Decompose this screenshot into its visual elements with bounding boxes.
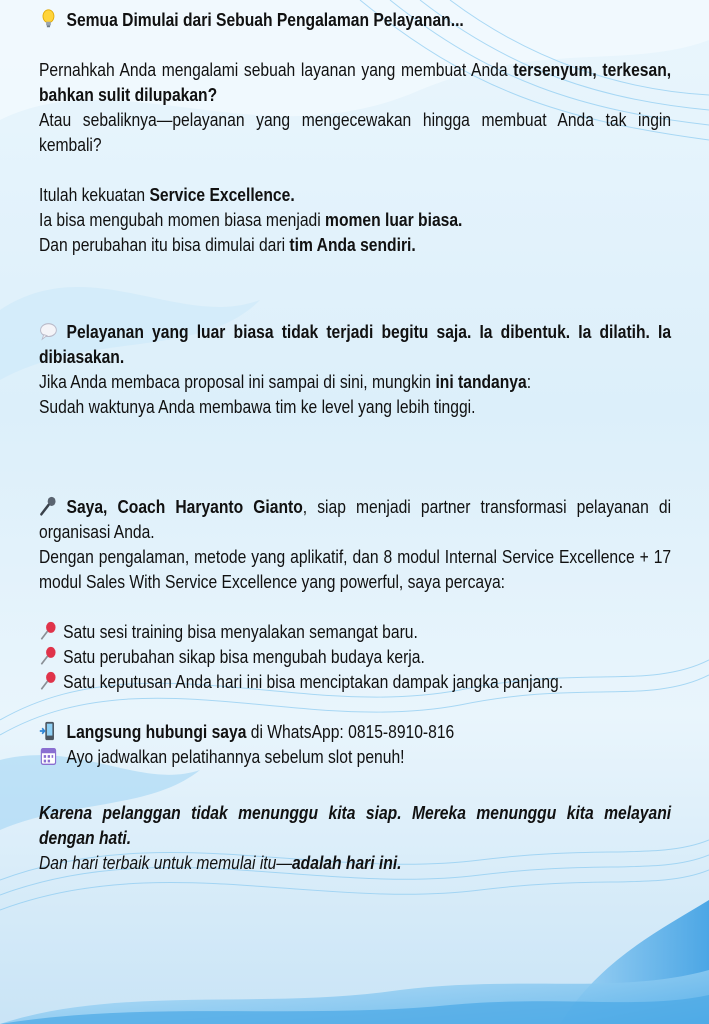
lightbulb-icon (39, 8, 58, 30)
bold-text: ini tandanya (435, 372, 527, 392)
paragraph-opposite (39, 108, 671, 158)
pushpin-icon (39, 645, 58, 667)
closing-statement (39, 801, 671, 851)
bold-italic-text: Karena pelanggan tidak menunggu kita siap. Mereka menunggu kita melayani dengan hati. (39, 803, 672, 848)
speech-bubble-icon (39, 320, 58, 342)
text-span: : (526, 372, 532, 392)
bold-text: tersenyum, terkesan, bahkan sulit dilupakan? (39, 60, 672, 105)
section-heading-2 (39, 320, 671, 370)
heading-text: Pelayanan yang luar biasa tidak terjadi begitu saja. Ia dibentuk. Ia dilatih. Ia dibiasakan. (39, 322, 672, 367)
paragraph-team (39, 233, 671, 258)
text-span: Dengan pengalaman, metode yang aplikatif, dan 8 modul Internal Service Excellence + 17 modul Sales With Service Excellence yang powerful, saya percaya: (39, 547, 672, 592)
bold-text: momen luar biasa. (325, 210, 463, 230)
pushpin-icon (39, 620, 58, 642)
proposal-text (39, 6, 671, 876)
bullet-text: Satu keputusan Anda hari ini bisa menciptakan dampak jangka panjang. (63, 672, 564, 692)
contact-line (39, 720, 671, 745)
text-span: Ia bisa mengubah momen biasa menjadi (39, 210, 326, 230)
paragraph-moment (39, 208, 671, 233)
bold-text: Langsung hubungi saya (66, 722, 247, 742)
paragraph-level (39, 395, 671, 420)
text-span: Dan perubahan itu bisa dimulai dari (39, 235, 290, 255)
paragraph-intro (39, 495, 671, 545)
closing-line (39, 851, 671, 876)
list-item (39, 645, 671, 670)
paragraph-sign (39, 370, 671, 395)
list-item (39, 670, 671, 695)
list-item (39, 620, 671, 645)
whatsapp-number: di WhatsApp: 0815-8910-816 (246, 722, 455, 742)
mobile-phone-icon (39, 720, 58, 742)
bullet-text: Satu perubahan sikap bisa mengubah budaya kerja. (63, 647, 425, 667)
text-span: Dan hari terbaik untuk memulai itu— (39, 853, 292, 873)
text-span: Ayo jadwalkan pelatihannya sebelum slot penuh! (66, 747, 405, 767)
paragraph-question (39, 58, 671, 108)
bullet-text: Satu sesi training bisa menyalakan semangat baru. (63, 622, 418, 642)
bold-text: Service Excellence. (149, 185, 295, 205)
pushpin-icon (39, 670, 58, 692)
paragraph-modules (39, 545, 671, 595)
text-span: , siap menjadi partner transformasi pelayanan di organisasi Anda. (39, 497, 672, 542)
text-span: Pernahkah Anda mengalami sebuah layanan yang membuat Anda (39, 60, 508, 80)
text-span: Jika Anda membaca proposal ini sampai di sini, mungkin (39, 372, 436, 392)
bold-text: tim Anda sendiri. (289, 235, 416, 255)
paragraph-power (39, 183, 671, 208)
text-span: Itulah kekuatan (39, 185, 150, 205)
schedule-line (39, 745, 671, 770)
text-span: Atau sebaliknya—pelayanan yang mengecewakan hingga membuat Anda tak ingin kembali? (39, 110, 672, 155)
section-heading-1 (39, 8, 671, 33)
calendar-icon (39, 745, 58, 767)
microphone-icon (39, 495, 58, 517)
text-span: Sudah waktunya Anda membawa tim ke level yang lebih tinggi. (39, 397, 476, 417)
bold-italic-text: adalah hari ini. (291, 853, 402, 873)
heading-text: Semua Dimulai dari Sebuah Pengalaman Pelayanan... (66, 10, 464, 30)
coach-name: Saya, Coach Haryanto Gianto (66, 497, 303, 517)
